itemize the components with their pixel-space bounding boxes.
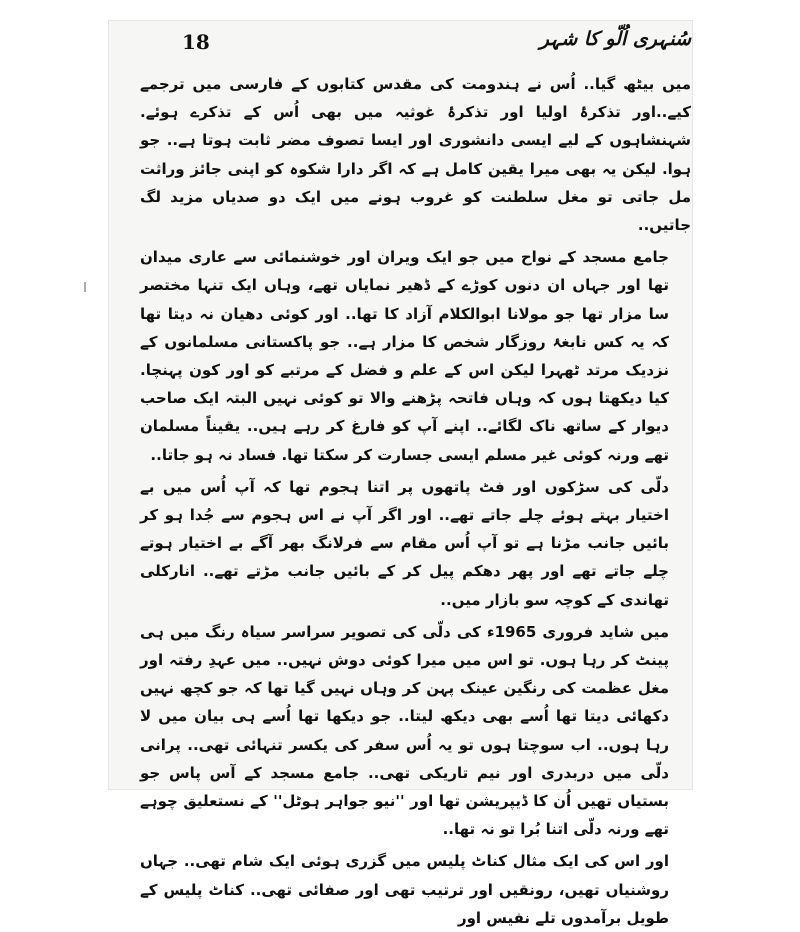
book-page — [108, 20, 693, 927]
scan-mark — [84, 282, 92, 292]
page-header — [108, 28, 693, 60]
page-number: 18 — [182, 30, 210, 54]
paragraph: اور اس کی ایک مثال کناٹ پلیس میں گزری ہوئی ایک شام تھی.. جہاں روشنیاں تھیں، رونقیں اور ترتیب تھی اور صفائی تھی.. کناٹ پلیس کے طویل برآمدوں تلے نفیس اور — [140, 852, 669, 927]
paragraph: دلّی کی سڑکوں اور فٹ پاتھوں پر اتنا ہجوم تھا کہ آپ اُس میں بے اختیار بہتے ہوئے چلے جاتے تھے.. اور اگر آپ نے اس ہجوم سے جُدا ہو کر بائیں جانب مڑنا ہے تو آپ اُس مقام سے فرلانگ بھر آگے بے اختیار ہوتے چلے جاتے تھے اور پھر دھکم پیل کر کے بائیں جانب مڑتے تھے.. انارکلی تھاندی کے کوچہ سو بازار میں.. — [140, 477, 669, 609]
paragraph: جامع مسجد کے نواح میں جو ایک ویران اور خوشنمائی سے عاری میدان تھا اور جہاں ان دنوں کوڑے کے ڈھیر نمایاں تھے، وہاں ایک تنہا مختصر سا مزار تھا جو مولانا ابوالکلام آزاد کا تھا.. اور کوئی دھیان نہ دیتا تھا کہ یہ کس نابغۂ روزگار شخص کا مزار ہے.. جو پاکستانی مسلمانوں کے نزدیک مرتد ٹھہرا لیکن اس کے علم و فضل کے مرتبے کو اور کون پہنچا. کیا دیکھتا ہوں کہ وہاں فاتحہ پڑھنے والا تو کوئی نہیں البتہ ایک صاحب دیوار کے ساتھ ناک لگائے.. اپنے آپ کو فارغ کر رہے ہیں.. یقیناً مسلمان تھے ورنہ کوئی غیر مسلم ایسی جسارت کر سکتا تھا. فساد نہ ہو جاتا.. — [140, 248, 669, 464]
paragraph: میں شاید فروری 1965ء کی دلّی کی تصویر سراسر سیاہ رنگ میں ہی پینٹ کر رہا ہوں. تو اس میں میرا کوئی دوش نہیں.. میں عہدِ رفتہ اور مغل عظمت کی رنگین عینک پہن کر وہاں نہیں گیا تھا کہ جو کچھ نہیں دکھائی دیتا تھا اُسے بھی دیکھ لیتا.. جو دیکھا تھا اُسے ہی بیان میں لا رہا ہوں.. اب سوچتا ہوں تو یہ اُس سفر کی یکسر تنہائی تھی.. پرانی دلّی میں دربدری اور نیم تاریکی تھی.. جامع مسجد کے آس پاس جو بستیاں تھیں اُن کا ڈیپریشن تھا اور ''نیو جواہر ہوٹل'' کے نستعلیق چوہے تھے ورنہ دلّی اتنا بُرا تو نہ تھا.. — [140, 622, 669, 839]
paragraph: میں بیٹھ گیا.. اُس نے ہندومت کی مقدس کتابوں کے فارسی میں ترجمے کیے..اور تذکرۂ اولیا اور تذکرۂ غوثیہ میں بھی اُس کے تذکرے ہوئے. شہنشاہوں کے لیے ایسی دانشوری اور ایسا تصوف مضر ثابت ہوتا ہے.. جو ہوا. لیکن یہ بھی میرا یقین کامل ہے کہ اگر دارا شکوہ کو اپنی جائز وراثت مل جاتی تو مغل سلطنت کو غروب ہونے میں ایک دو صدیاں مزید لگ جاتیں.. — [140, 75, 691, 235]
body-text — [140, 70, 691, 932]
running-title: سُنہری اُلّو کا شہر — [539, 28, 691, 50]
